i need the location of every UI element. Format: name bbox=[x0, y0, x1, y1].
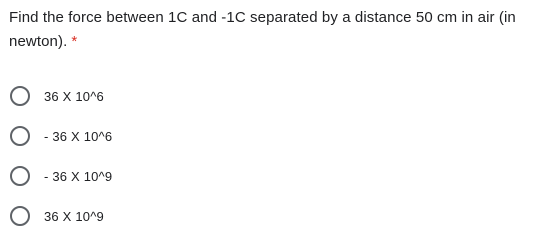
option-1[interactable] bbox=[9, 76, 112, 116]
options-radio-group bbox=[9, 76, 112, 236]
option-label: 36 X 10^6 bbox=[44, 88, 104, 104]
question-title bbox=[9, 6, 554, 54]
radio-button[interactable] bbox=[10, 86, 30, 106]
radio-button[interactable] bbox=[10, 206, 30, 226]
option-2[interactable] bbox=[9, 116, 112, 156]
option-4[interactable] bbox=[9, 196, 112, 236]
option-label: - 36 X 10^9 bbox=[44, 168, 113, 184]
required-asterisk: * bbox=[71, 33, 78, 50]
question-text: Find the force between 1C and -1C separated by a distance 50 cm in air (in newton). bbox=[9, 9, 516, 50]
option-label: - 36 X 10^6 bbox=[44, 128, 113, 144]
radio-button[interactable] bbox=[10, 126, 30, 146]
option-3[interactable] bbox=[9, 156, 112, 196]
radio-button[interactable] bbox=[10, 166, 30, 186]
option-label: 36 X 10^9 bbox=[44, 208, 104, 224]
